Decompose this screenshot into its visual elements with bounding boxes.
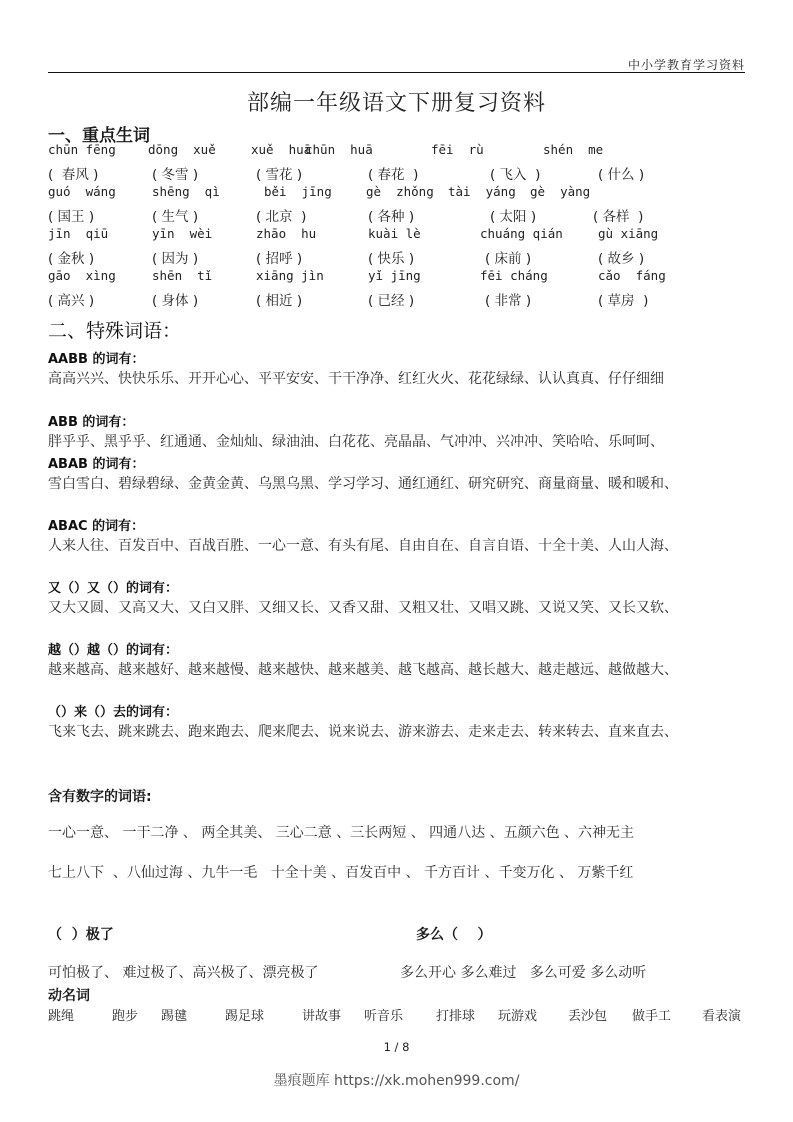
section1-title: 一、重点生词 [48,126,150,146]
pinyin: dōng xuě [148,142,216,157]
pinyin: zhāo hu [256,226,317,241]
pinyin: xiāng jìn [256,268,324,283]
word: ( 各样 ) [593,209,644,225]
pinyin-row [48,142,748,163]
pinyin: xuě huā [251,142,312,157]
word: ( 春花 ) [368,167,419,183]
word: ( 已经 ) [368,293,415,309]
group-heading: 越（）越（）的词有： [48,643,179,658]
extremely-examples: 可怕极了、 难过极了、高兴极了、漂亮极了 [48,965,319,981]
word: ( 快乐 ) [368,251,415,267]
group-aabb [48,350,748,390]
word: ( 北京 ) [256,209,307,225]
group-words: 越来越高、越来越好、越来越慢、越来越快、越来越美、越飞越高、越长越大、越走越远、越做越大、 [48,662,678,678]
word: ( 招呼 ) [256,251,303,267]
word: ( 春风 ) [48,167,99,183]
pinyin: yīn wèi [152,226,213,241]
verb-noun-item: 听音乐 [364,1009,404,1024]
word: ( 床前 ) [485,251,532,267]
word: ( 国王 ) [48,209,95,225]
group-heading: （）来（）去的词有： [48,705,179,720]
pinyin: gè zhǒng [366,184,434,199]
pinyin: běi jīng [264,184,332,199]
pinyin: cǎo fáng [598,268,666,283]
word-row [48,247,748,268]
verb-noun-heading: 动名词 [48,988,90,1004]
pinyin: gāo xìng [48,268,116,283]
header-label: 中小学教育学习资料 [627,58,745,72]
pinyin: tài yáng [448,184,516,199]
verb-noun-item: 讲故事 [302,1009,342,1024]
verb-noun-item: 做手工 [632,1009,672,1024]
word: ( 太阳 ) [490,209,537,225]
word: ( 相近 ) [256,293,303,309]
pinyin: yǐ jīng [368,268,421,283]
word: ( 草房 ) [598,293,649,309]
verb-noun-item: 打排球 [436,1009,476,1024]
word-row [48,163,748,184]
pinyin: shēn tǐ [152,268,213,283]
page-number: 1 / 8 [383,1040,410,1054]
group-heading: ABB 的词有： [48,415,135,430]
word: ( 生气 ) [152,209,199,225]
pinyin: chūn huā [305,142,373,157]
group-heading: 又（）又（）的词有： [48,581,179,596]
pinyin: gè yàng [530,184,591,199]
word: ( 高兴 ) [48,293,95,309]
group-abac [48,517,748,557]
group-heading: ABAB 的词有： [48,457,145,472]
word: ( 飞入 ) [490,167,541,183]
header-rule [48,72,745,73]
word: ( 什么 ) [598,167,645,183]
pinyin: shēng qì [152,184,220,199]
pinyin: gù xiāng [598,226,659,241]
group-you-you [48,579,748,619]
pinyin: guó wáng [48,184,116,199]
verb-noun-item: 踢足球 [225,1009,265,1024]
pinyin: fēi rù [431,142,484,157]
group-lai-qu [48,703,748,743]
verb-noun-item: 丢沙包 [568,1009,608,1024]
number-words-line-1: 一心一意、 一干二净 、 两全其美、 三心二意 、三长两短 、 四通八达 、五颜六色 、六神无主 [48,825,635,841]
pinyin-row [48,184,748,205]
group-heading: ABAC 的词有： [48,519,145,534]
group-words: 雪白雪白、碧绿碧绿、金黄金黄、乌黑乌黑、学习学习、通红通红、研究研究、商量商量、暖和暖和、 [48,476,678,492]
verb-noun-item: 玩游戏 [498,1009,538,1024]
pinyin-row [48,226,748,247]
pinyin: chuáng qián [480,226,563,241]
pinyin: chūn fēng [48,142,116,157]
group-heading: AABB 的词有： [48,352,145,367]
group-words: 人来人往、百发百中、百战百胜、一心一意、有头有尾、自由自在、自言自语、十全十美、人山人海、 [48,538,678,554]
how-heading: 多么（ ） [416,927,492,943]
word-row [48,289,748,310]
page-title: 部编一年级语文下册复习资料 [246,91,546,116]
group-words: 胖乎乎、黑乎乎、红通通、金灿灿、绿油油、白花花、亮晶晶、气冲冲、兴冲冲、笑哈哈、乐呵呵、 [48,434,664,450]
word: ( 身体 ) [152,293,199,309]
how-examples: 多么开心 多么难过 多么可爱 多么动听 [400,965,647,981]
pinyin: kuài lè [368,226,421,241]
extremely-heading: （ ）极了 [48,927,114,943]
word: ( 金秋 ) [48,251,95,267]
group-yue-yue [48,641,748,681]
pinyin: jīn qiū [48,226,109,241]
word: ( 冬雪 ) [152,167,199,183]
number-words-heading: 含有数字的词语: [48,789,152,805]
word-row [48,205,748,226]
verb-noun-item: 跑步 [112,1009,139,1024]
group-words: 又大又圆、又高又大、又白又胖、又细又长、又香又甜、又粗又壮、又唱又跳、又说又笑、又长又软、 [48,600,678,616]
word: ( 各种 ) [368,209,415,225]
pinyin: fēi cháng [480,268,548,283]
verb-noun-list [48,1005,748,1025]
word: ( 雪花 ) [256,167,303,183]
pinyin: shén me [543,142,604,157]
group-words: 高高兴兴、快快乐乐、开开心心、平平安安、干干净净、红红火火、花花绿绿、认认真真、仔仔细细 [48,371,664,387]
verb-noun-item: 踢毽 [161,1009,188,1024]
verb-noun-item: 跳绳 [48,1009,75,1024]
word: ( 非常 ) [485,293,532,309]
verb-noun-item: 看表演 [702,1009,742,1024]
section2-title: 二、特殊词语： [48,320,182,342]
word: ( 故乡 ) [598,251,645,267]
word: ( 因为 ) [152,251,199,267]
group-abab [48,455,748,495]
number-words-line-2: 七上八下 、八仙过海 、九牛一毛 十全十美 、百发百中 、 千方百计 、千变万化 、 万紫千红 [48,865,634,881]
vocab-grid [48,142,748,310]
group-abb [48,413,748,453]
pinyin-row [48,268,748,289]
group-words: 飞来飞去、跳来跳去、跑来跑去、爬来爬去、说来说去、游来游去、走来走去、转来转去、直来直去、 [48,724,678,740]
footer-watermark: 墨痕题库 https://xk.mohen999.com/ [273,1073,520,1089]
